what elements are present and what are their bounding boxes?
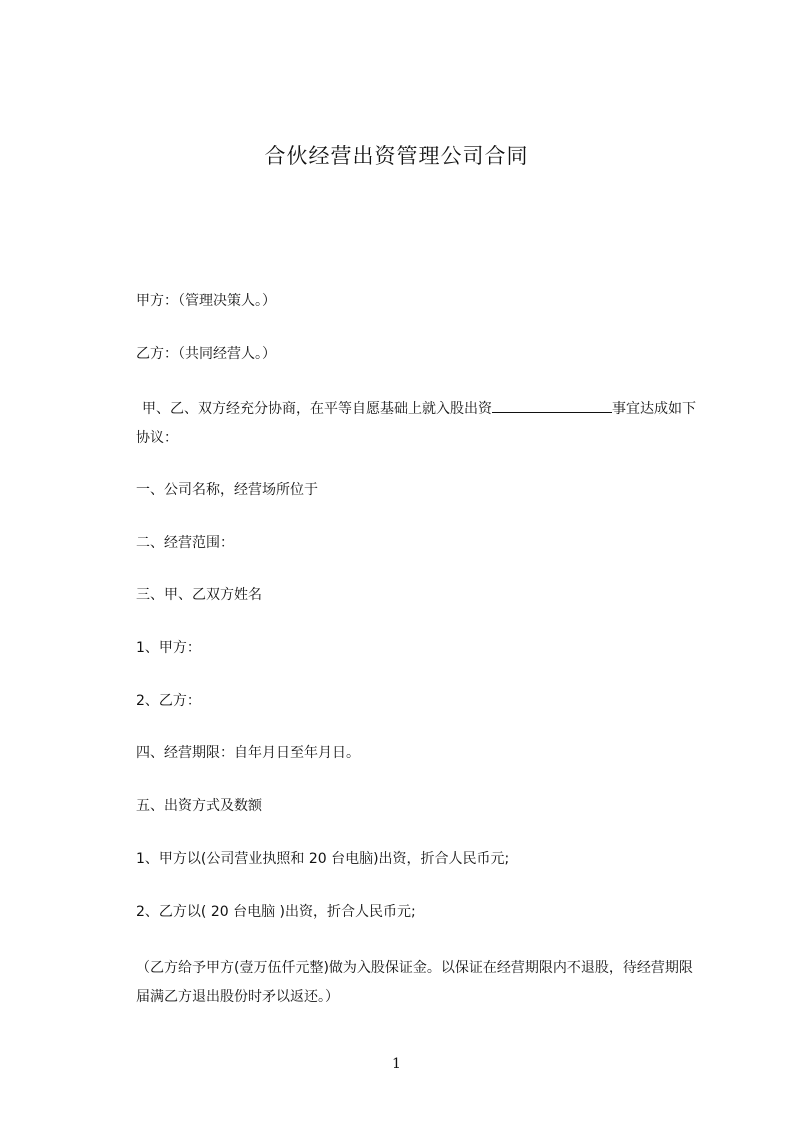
clause-5-party-a: 1、甲方以(公司营业执照和 20 台电脑)出资，折合人民币元; [136,851,510,867]
intro-paragraph [136,395,701,453]
clause-1: 一、公司名称，经营场所位于 [136,482,318,498]
document-title: 合伙经营出资管理公司合同 [264,144,529,168]
intro-text: 甲、乙、双方经充分协商，在平等自愿基础上就入股出资 [142,401,492,417]
clause-5: 五、出资方式及数额 [136,798,262,814]
clause-4: 四、经营期限：自年月日至年月日。 [136,745,360,761]
deposit-note: （乙方给予甲方(壹万伍仟元整)做为入股保证金。以保证在经营期限内不退股，待经营期限届满乙方退出股份时矛以返还。） [136,960,693,1005]
clause-3: 三、甲、乙双方姓名 [136,587,262,603]
intro-text-end: 事宜达成如下协议： [136,401,696,446]
party-a-line: 甲方：（管理决策人。） [136,293,276,309]
clause-3-party-a: 1、甲方： [136,640,201,656]
clause-2: 二、经营范围： [136,535,234,551]
party-b-line: 乙方：（共同经营人。） [136,346,276,362]
page-number: 1 [392,1056,401,1072]
clause-3-party-b: 2、乙方： [136,693,201,709]
clause-5-party-b: 2、乙方以( 20 台电脑 )出资，折合人民币元; [136,904,416,920]
fill-in-blank [492,398,612,413]
